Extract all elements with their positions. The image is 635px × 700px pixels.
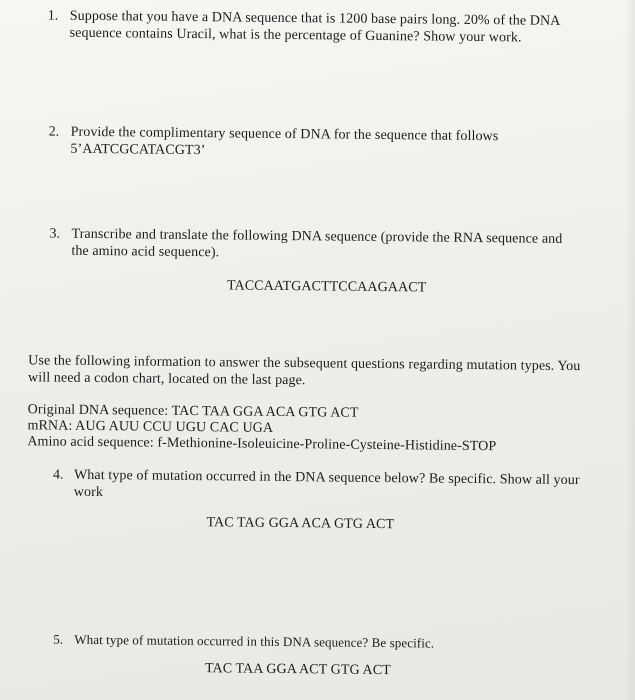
question-1-number: 1. (47, 8, 59, 24)
original-dna-sequence: Original DNA sequence: TAC TAA GGA ACA GTG ACT (27, 402, 359, 421)
question-2-text-line-1: Provide the complimentary sequence of DNA for the sequence that follows (70, 124, 499, 145)
mrna-sequence: mRNA: AUG AUU CCU UGU CAC UGA (27, 418, 274, 436)
question-3-number: 3. (49, 226, 61, 242)
question-1-text-line-2: sequence contains Uracil, what is the percentage of Guanine? Show your work. (69, 25, 522, 46)
question-3-dna-sequence: TACCAATGACTTCCAAGAACT (226, 278, 427, 296)
mutation-info-line-2: will need a codon chart, located on the last page. (27, 370, 306, 389)
question-5-dna-sequence: TAC TAA GGA ACT GTG ACT (204, 661, 391, 679)
question-5-text: What type of mutation occurred in this DNA sequence? Be specific. (74, 631, 435, 651)
question-2-number: 2. (48, 124, 60, 140)
page-edge-shadow (625, 0, 635, 700)
question-1-text-line-1: Suppose that you have a DNA sequence that is 1200 base pairs long. 20% of the DNA (69, 8, 561, 29)
question-4-dna-sequence: TAC TAG GGA ACA GTG ACT (206, 515, 395, 533)
question-4-text-line-2: work (73, 484, 104, 501)
question-3-text-line-2: the amino acid sequence). (71, 243, 220, 261)
question-4-number: 4. (52, 467, 64, 483)
question-5-number: 5. (53, 631, 64, 647)
question-3-text-line-1: Transcribe and translate the following DNA sequence (provide the RNA sequence and (71, 226, 563, 247)
mutation-info-line-1: Use the following information to answer the subsequent questions regarding mutation types. You (28, 353, 581, 375)
question-2-sequence: 5’AATCGCATACGT3’ (70, 141, 206, 159)
amino-acid-sequence: Amino acid sequence: f-Methionine-Isoleuicine-Proline-Cysteine-Histidine-STOP (27, 434, 497, 455)
question-4-text-line-1: What type of mutation occurred in the DNA sequence below? Be specific. Show all your (73, 467, 580, 489)
